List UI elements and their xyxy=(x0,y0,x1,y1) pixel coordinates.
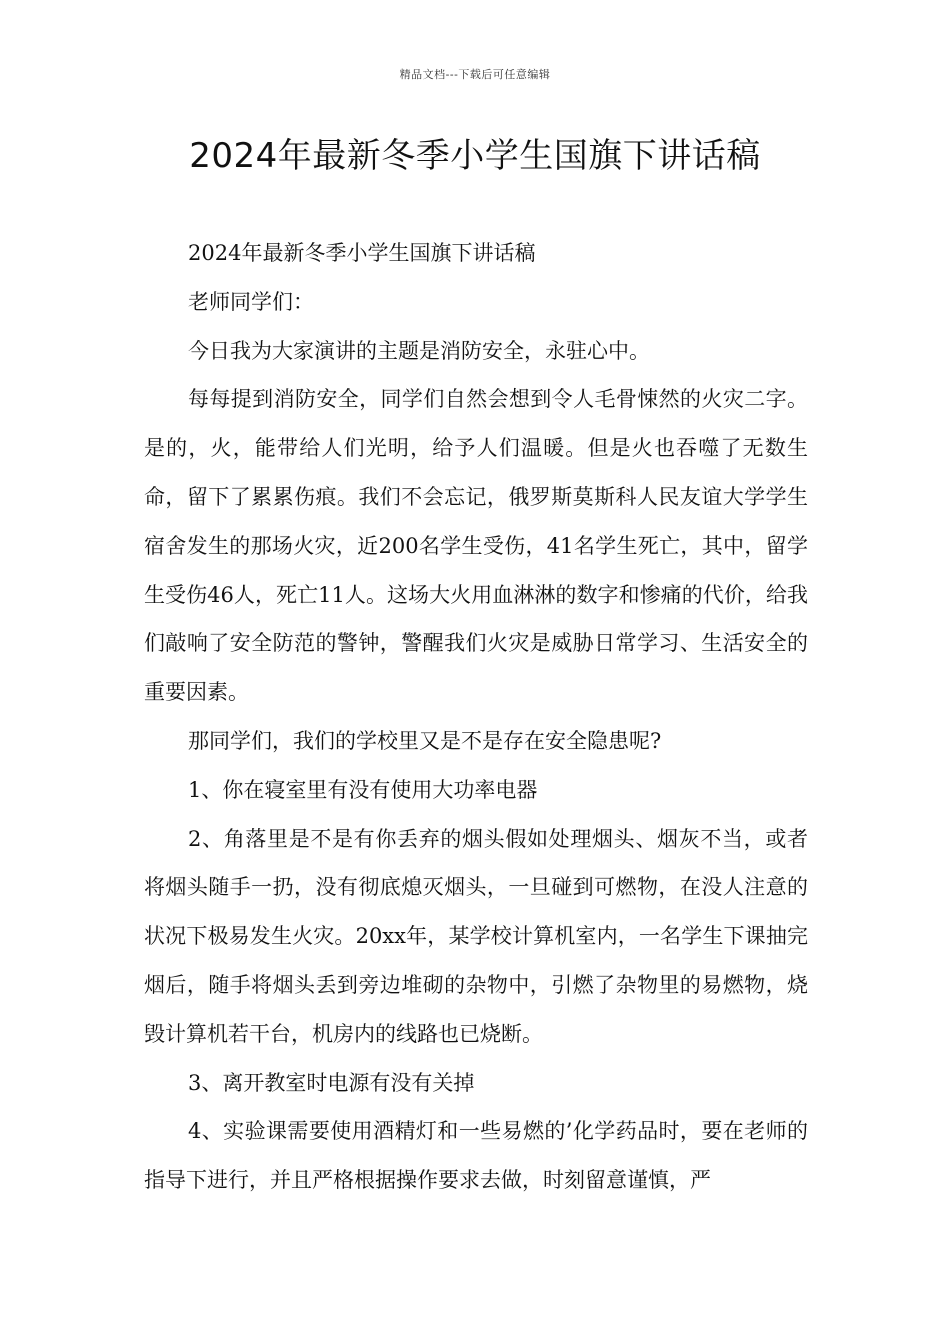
header-note: 精品文档---下载后可任意编辑 xyxy=(399,68,551,81)
document-body xyxy=(144,229,808,1205)
paragraph-fire-disaster: 每每提到消防安全，同学们自然会想到令人毛骨悚然的火灾二字。是的，火，能带给人们光明，给予人们温暖。但是火也吞噬了无数生命，留下了累累伤痕。我们不会忘记，俄罗斯莫斯科人民友谊大学学生宿舍发生的那场火灾，近200名学生受伤，41名学生死亡，其中，留学生受伤46人，死亡11人。这场大火用血淋淋的数字和惨痛的代价，给我们敲响了安全防范的警钟，警醒我们火灾是威胁日常学习、生活安全的重要因素。 xyxy=(144,387,808,705)
paragraph-salutation: 老师同学们： xyxy=(188,289,314,314)
paragraph-item-1: 1、你在寝室里有没有使用大功率电器 xyxy=(188,777,538,802)
paragraph-item-2: 2、角落里是不是有你丢弃的烟头假如处理烟头、烟灰不当，或者将烟头随手一扔，没有彻底熄灭烟头，一旦碰到可燃物，在没人注意的状况下极易发生火灾。20xx年，某学校计算机室内，一名学生下课抽完烟后，随手将烟头丢到旁边堆砌的杂物中，引燃了杂物里的易燃物，烧毁计算机若干台，机房内的线路也已烧断。 xyxy=(144,826,808,1046)
paragraph-item-4: 4、实验课需要使用酒精灯和一些易燃的’化学药品时，要在老师的指导下进行，并且严格根据操作要求去做，时刻留意谨慎，严 xyxy=(144,1119,808,1193)
paragraph-subtitle: 2024年最新冬季小学生国旗下讲话稿 xyxy=(188,241,536,265)
paragraph-topic: 今日我为大家演讲的主题是消防安全，永驻心中。 xyxy=(188,338,650,363)
document-title: 2024年最新冬季小学生国旗下讲话稿 xyxy=(189,136,761,176)
paragraph-item-3: 3、离开教室时电源有没有关掉 xyxy=(188,1070,475,1095)
paragraph-question: 那同学们，我们的学校里又是不是存在安全隐患呢? xyxy=(188,728,662,753)
